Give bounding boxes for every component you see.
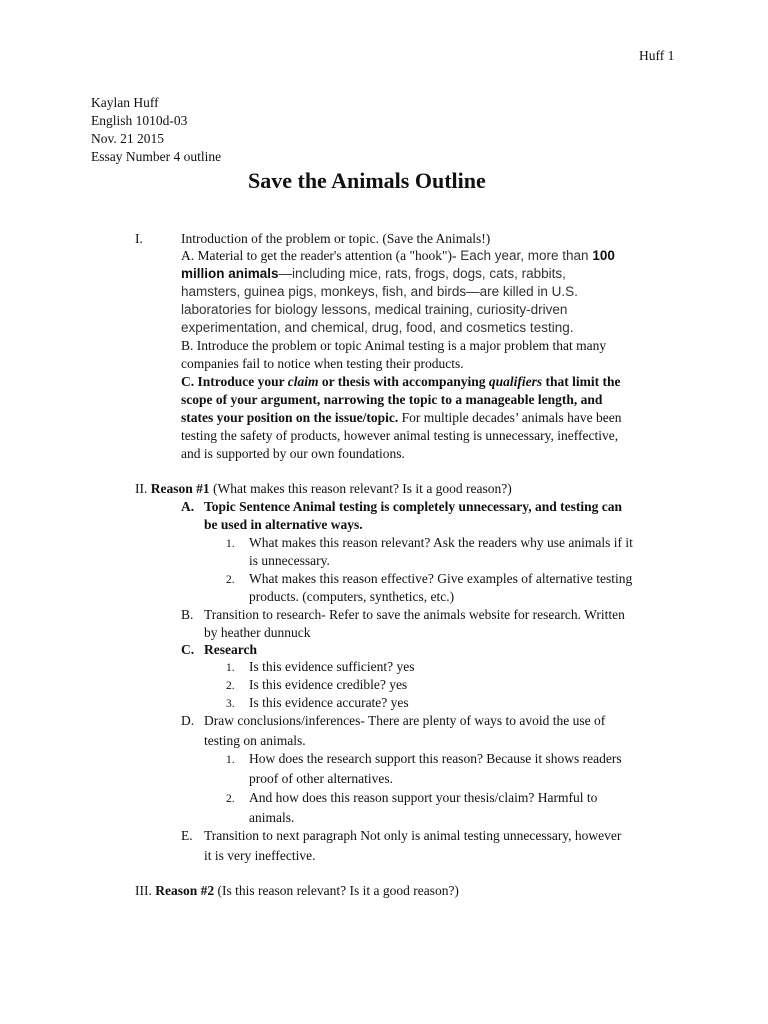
item-text: that limit the <box>542 374 621 389</box>
outline-text: and is supported by our own foundations. <box>181 446 405 461</box>
outline-item-a <box>181 247 615 265</box>
subitem-text: How does the research support this reason? Because it shows readers <box>249 751 622 766</box>
outline-text: it is very ineffective. <box>204 848 316 863</box>
item-marker: 2. <box>226 680 235 692</box>
emphasis-text: states your position on the issue/topic. <box>181 410 399 425</box>
section-numeral: II. <box>135 481 148 496</box>
running-head: Huff 1 <box>639 48 675 63</box>
emphasis-text: million animals <box>181 266 279 281</box>
outline-item-c: Research <box>204 642 257 657</box>
author-name: Kaylan Huff <box>91 95 159 110</box>
item-marker: 3. <box>226 698 235 710</box>
subitem-text: What makes this reason relevant? Ask the readers why use animals if it <box>249 535 633 550</box>
subitem-text: Is this evidence credible? yes <box>249 677 408 692</box>
outline-text: testing on animals. <box>204 733 306 748</box>
item-marker: 1. <box>226 538 235 550</box>
item-marker: A. <box>181 499 195 514</box>
outline-text: companies fail to notice when testing their products. <box>181 356 464 371</box>
item-marker: D. <box>181 713 195 728</box>
section-heading: Introduction of the problem or topic. (Save the Animals!) <box>181 231 491 246</box>
item-text: —including mice, rats, frogs, dogs, cats, rabbits, <box>278 266 566 281</box>
subitem-text: is unnecessary. <box>249 553 330 568</box>
emphasis-text: 100 <box>592 248 615 263</box>
outline-item-c <box>181 373 621 391</box>
date: Nov. 21 2015 <box>91 131 164 146</box>
subitem-text: And how does this reason support your thesis/claim? Harmful to <box>249 790 598 805</box>
reason-label: Reason #2 <box>155 883 215 898</box>
section-numeral: I. <box>135 231 143 246</box>
outline-text: be used in alternative ways. <box>204 517 363 532</box>
subitem-text: Is this evidence accurate? yes <box>249 695 409 710</box>
outline-item-d: Draw conclusions/inferences- There are plenty of ways to avoid the use of <box>204 713 606 728</box>
outline-text: scope of your argument, narrowing the topic to a manageable length, and <box>181 392 603 407</box>
item-marker: E. <box>181 828 193 843</box>
outline-item-b: B. Introduce the problem or topic Animal testing is a major problem that many <box>181 338 607 353</box>
item-text: A. Material to get the reader's attention (a "hook")- <box>181 248 457 263</box>
outline-item-a: Topic Sentence Animal testing is completely unnecessary, and testing can <box>204 499 623 514</box>
outline-text: by heather dunnuck <box>204 625 311 640</box>
subitem-text: products. (computers, synthetics, etc.) <box>249 589 455 604</box>
outline-text: hamsters, guinea pigs, monkeys, fish, and birds—are killed in U.S. <box>181 284 578 299</box>
item-text: For multiple decades’ animals have been <box>398 410 622 425</box>
item-marker: 2. <box>226 793 235 805</box>
outline-text: testing the safety of products, however animal testing is unnecessary, ineffective, <box>181 428 619 443</box>
item-marker: C. <box>181 642 195 657</box>
assignment-name: Essay Number 4 outline <box>91 149 222 164</box>
subitem-text: animals. <box>249 810 295 825</box>
section-numeral: III. <box>135 883 152 898</box>
section-heading <box>135 480 512 498</box>
outline-text <box>181 409 621 427</box>
section-prompt: (What makes this reason relevant? Is it a good reason?) <box>209 481 512 496</box>
emphasis-text: qualifiers <box>488 374 543 389</box>
item-text: Each year, more than <box>456 248 593 263</box>
document-title: Save the Animals Outline <box>248 168 486 193</box>
subitem-text: What makes this reason effective? Give examples of alternative testing <box>249 571 633 586</box>
outline-item-b: Transition to research- Refer to save the animals website for research. Written <box>204 607 625 622</box>
section-prompt: (Is this reason relevant? Is it a good reason?) <box>214 883 459 898</box>
outline-text: experimentation, and chemical, drug, food, and cosmetics testing. <box>181 320 574 335</box>
outline-text <box>181 265 566 283</box>
item-marker: B. <box>181 607 194 622</box>
item-text: or thesis with accompanying <box>318 374 489 389</box>
reason-label: Reason #1 <box>150 481 210 496</box>
item-marker: 2. <box>226 574 235 586</box>
section-heading <box>135 882 459 900</box>
item-text: C. Introduce your <box>181 374 288 389</box>
outline-text: laboratories for biology lessons, medical training, curiosity-driven <box>181 302 568 317</box>
item-marker: 1. <box>226 662 235 674</box>
item-marker: 1. <box>226 754 235 766</box>
emphasis-text: claim <box>287 374 319 389</box>
outline-item-e: Transition to next paragraph Not only is animal testing unnecessary, however <box>204 828 622 843</box>
subitem-text: proof of other alternatives. <box>249 771 393 786</box>
subitem-text: Is this evidence sufficient? yes <box>249 659 415 674</box>
course-name: English 1010d-03 <box>91 113 188 128</box>
